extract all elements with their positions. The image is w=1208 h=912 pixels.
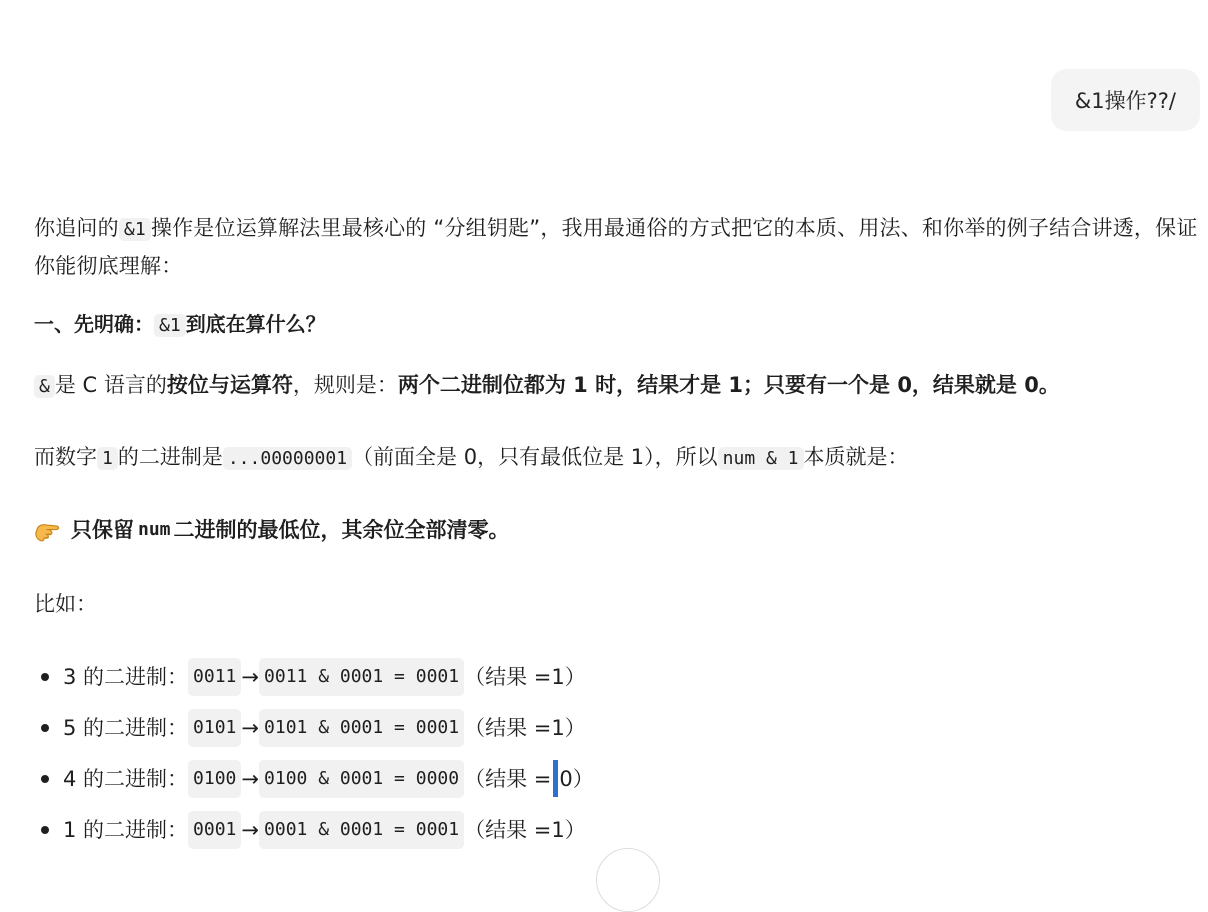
result-suffix: ） <box>564 817 586 842</box>
example-binary: 0001 <box>188 811 241 849</box>
result-value: 1 <box>551 664 565 689</box>
example-expression: 0001 & 0001 = 0001 <box>259 811 464 849</box>
example-binary: 0011 <box>188 658 241 696</box>
bullet-icon <box>41 724 49 732</box>
point-code: num <box>138 519 171 540</box>
intro-prefix: 你追问的 <box>34 216 119 240</box>
example-expression: 0101 & 0001 = 0001 <box>259 709 464 747</box>
arrow-text: → <box>241 817 260 842</box>
rule-text-1: 是 C 语言的 <box>54 373 167 397</box>
example-label: 3 的二进制： <box>63 664 189 689</box>
result-suffix: ） <box>572 766 594 791</box>
rule-bold-1: 按位与运算符 <box>166 373 293 397</box>
result-prefix: （结果 = <box>464 766 552 791</box>
result-suffix: ） <box>564 715 586 740</box>
pointing-hand-icon <box>34 516 63 545</box>
result-value: 0 <box>559 766 573 791</box>
bullet-icon <box>41 826 49 834</box>
example-label: 4 的二进制： <box>63 766 189 791</box>
example-binary: 0101 <box>188 709 241 747</box>
result-prefix: （结果 = <box>464 817 552 842</box>
binary-code-expression: num & 1 <box>718 447 804 470</box>
scroll-down-button[interactable] <box>596 848 660 912</box>
binary-code-one: 1 <box>97 447 118 470</box>
operator-code: & <box>34 375 55 398</box>
heading-code: &1 <box>154 314 186 337</box>
rule-text-2: ，规则是： <box>292 373 398 397</box>
text-cursor-highlight <box>553 760 558 797</box>
section-heading <box>34 306 326 344</box>
binary-explanation <box>34 439 909 477</box>
arrow-text: → <box>241 766 260 791</box>
example-expression: 0011 & 0001 = 0001 <box>259 658 464 696</box>
binary-text-1: 的二进制是 <box>117 445 223 469</box>
bullet-icon <box>41 673 49 681</box>
point-suffix: 二进制的最低位，其余位全部清零。 <box>173 518 510 542</box>
binary-text-2: （前面全是 0，只有最低位是 1），所以 <box>352 445 718 469</box>
intro-code: &1 <box>119 218 151 241</box>
heading-suffix: 到底在算什么？ <box>185 312 326 336</box>
list-item <box>34 651 594 702</box>
result-prefix: （结果 = <box>464 664 552 689</box>
heading-prefix: 一、先明确： <box>34 312 154 336</box>
result-value: 1 <box>551 715 565 740</box>
answer-intro <box>34 210 1204 284</box>
user-message-bubble <box>1051 69 1200 131</box>
result-suffix: ） <box>564 664 586 689</box>
list-item <box>34 753 594 804</box>
rule-bold-2: 两个二进制位都为 1 时，结果才是 1；只要有一个是 0，结果就是 0。 <box>397 373 1060 397</box>
example-label: 5 的二进制： <box>63 715 189 740</box>
key-point <box>34 512 510 548</box>
list-item <box>34 702 594 753</box>
result-prefix: （结果 = <box>464 715 552 740</box>
binary-prefix: 而数字 <box>34 445 97 469</box>
example-label: 1 的二进制： <box>63 817 189 842</box>
bullet-icon <box>41 775 49 783</box>
user-message-text: &1操作??/ <box>1074 89 1176 113</box>
binary-text-3: 本质就是： <box>803 445 909 469</box>
example-list <box>34 651 594 855</box>
arrow-text: → <box>241 664 260 689</box>
example-label: 比如： <box>34 592 97 616</box>
example-binary: 0100 <box>188 760 241 798</box>
intro-text: 操作是位运算解法里最核心的 “分组钥匙”，我用最通俗的方式把它的本质、用法、和你举的例子结合讲透，保证你能彻底理解： <box>34 216 1198 278</box>
example-expression: 0100 & 0001 = 0000 <box>259 760 464 798</box>
point-prefix: 只保留 <box>71 518 134 542</box>
result-value: 1 <box>551 817 565 842</box>
arrow-text: → <box>241 715 260 740</box>
assistant-answer <box>34 210 1204 842</box>
operator-rule <box>34 367 1060 405</box>
list-item <box>34 804 594 855</box>
binary-code-value: ...00000001 <box>223 447 352 470</box>
